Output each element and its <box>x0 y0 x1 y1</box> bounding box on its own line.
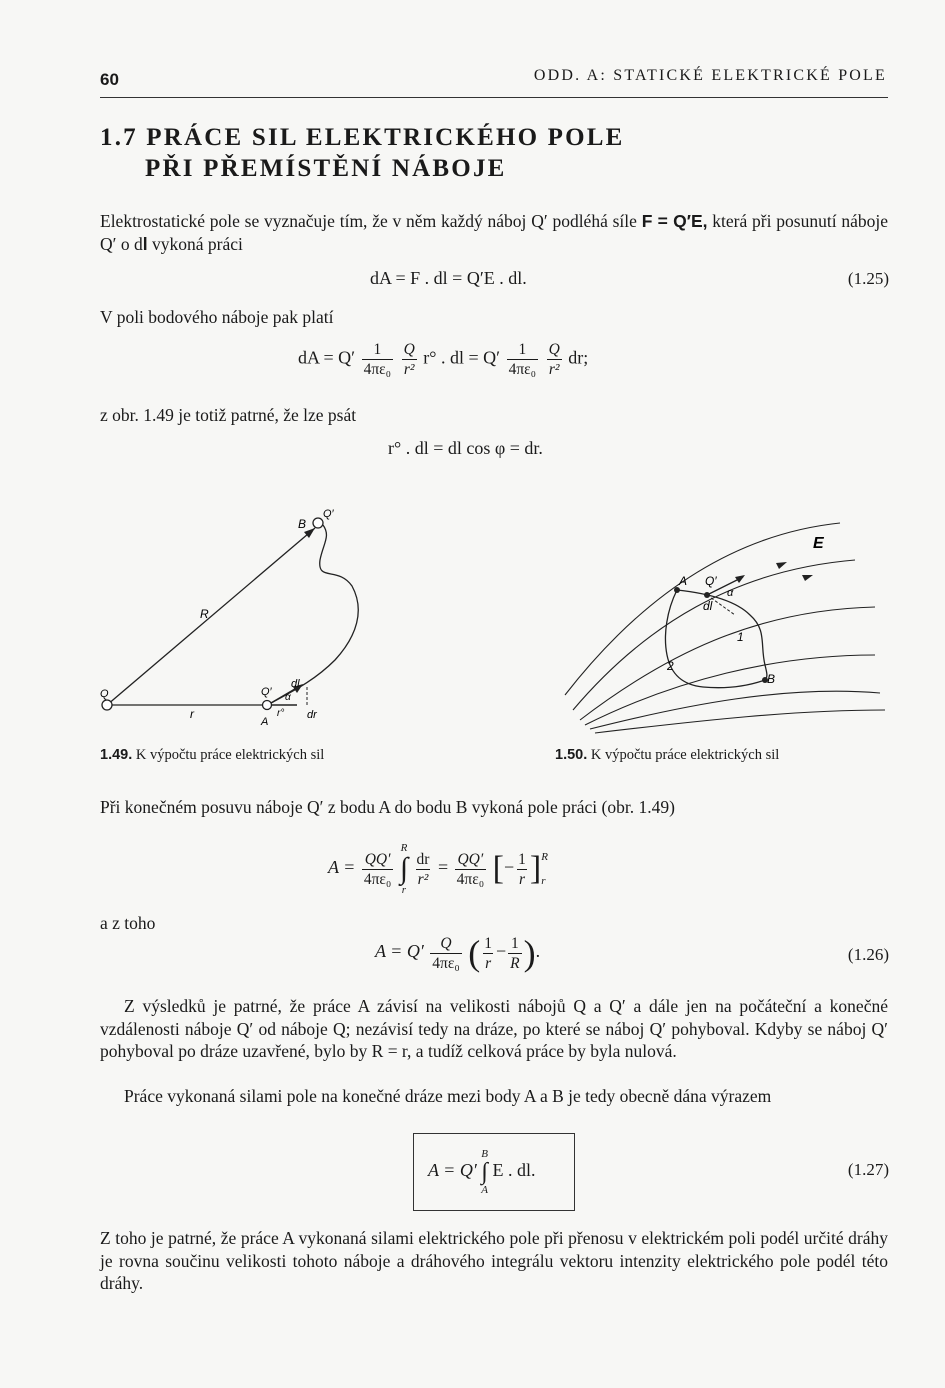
paragraph-2: V poli bodového náboje pak platí <box>100 307 334 327</box>
eqp-frac3: $\frac{1}{\text{4πε₀}}$ <box>508 341 537 378</box>
paragraph-4: Při konečném posuvu náboje Q′ z bodu A do bodu B vykoná pole práci (obr. 1.49) <box>100 797 675 817</box>
eqp-frac1: $\frac{1}{\text{4πε₀}}$ <box>363 341 392 378</box>
label-B: B <box>767 672 776 686</box>
label-dr: dr <box>307 709 317 721</box>
label-r0: r° <box>277 708 285 719</box>
charge-Q-circle <box>102 700 112 710</box>
label-r: r <box>190 707 194 721</box>
label-R: R <box>200 607 209 621</box>
charge-B-circle <box>313 518 323 528</box>
eqi-frac3: $\frac{QQ'}{\text{4πε₀}}$ <box>456 850 485 888</box>
field-line-4 <box>585 655 875 725</box>
paragraph-6: Z výsledků je patrné, že práce A závisí na velikosti nábojů Q a Q′ a dále jen na počáteční a konečné vzdálenosti náboje Q′ od náboje Q; nezávisí tedy na dráze, po které se náboj Q′ pohyboval. Kdyby se náboj Q′ pohyboval po dráze uzavřené, bylo by R = r, a tudíž celková práce by byla nulová. <box>100 996 888 1061</box>
caption-1-50: 1.50. K výpočtu práce elektrických sil <box>555 747 780 763</box>
eqp-mid: r° . dl = Q′ <box>423 347 501 368</box>
label-Q-bottom: Q′ <box>261 686 272 698</box>
p1-force: F = Q′E, <box>641 211 708 231</box>
label-dl: dl <box>703 599 713 613</box>
equation-1-27 <box>428 1148 536 1196</box>
figure-1-50 <box>555 515 890 735</box>
path-1 <box>677 590 767 680</box>
charge-A-circle <box>263 701 272 710</box>
label-E: E <box>813 535 824 552</box>
equation-point-charge <box>298 340 588 379</box>
label-2: 2 <box>667 659 674 673</box>
paragraph-3: z obr. 1.49 je totiž patrné, že lze psát <box>100 405 357 425</box>
eq126-left: A = Q′ <box>375 941 424 962</box>
label-alpha: α <box>727 587 734 599</box>
E-vector-arrowhead <box>735 575 745 583</box>
eq127-integral: B ∫ A <box>481 1148 488 1196</box>
label-alpha: α <box>285 692 291 703</box>
eqp-left: dA = Q′ <box>298 347 356 368</box>
eqp-end: dr; <box>568 347 589 368</box>
eqi-equals: = <box>437 857 449 878</box>
equation-integral: A = $\frac{QQ'}{\text{4πε₀}}$ R ∫ r $\frac{dr}{\text{r²}}$ = $\frac{QQ'}{\text{4πε₀}}$ [− $\frac{1}{r}$ ] R r <box>328 842 548 896</box>
header-rule <box>100 97 888 98</box>
eq126-frac1: $\frac{Q}{\text{4πε₀}}$ <box>432 934 460 972</box>
point-Q <box>704 592 710 598</box>
figure-1-49 <box>95 500 395 735</box>
field-line-5 <box>590 691 880 729</box>
paragraph-7: Práce vykonaná silami pole na konečné dráze mezi body A a B je tedy obecně dána výrazem <box>124 1086 772 1106</box>
eqi-integral: R ∫ r <box>399 842 409 896</box>
section-title-line1: 1.7 PRÁCE SIL ELEKTRICKÉHO POLE <box>100 124 625 151</box>
label-Q: Q′ <box>705 574 717 588</box>
caption-1-49: 1.49. K výpočtu práce elektrických sil <box>100 747 325 763</box>
eq127-integrand: E . dl. <box>492 1160 536 1181</box>
p1-dl: l <box>142 233 148 254</box>
section-title-line2: PŘI PŘEMÍSTĚNÍ NÁBOJE <box>145 155 507 182</box>
eqp-frac4: $\frac{Q}{\text{r²}}$ <box>548 341 560 378</box>
path-curve <box>271 525 358 703</box>
equation-1-26: A = Q′ $\frac{Q}{\text{4πε₀}}$ ( $\frac{1}{r}$ − $\frac{1}{R}$ ). <box>375 933 541 973</box>
label-dl: dl <box>291 678 300 690</box>
paragraph-1 <box>100 210 888 255</box>
paragraph-8: Z toho je patrné, že práce A vykonaná silami elektrického pole při přenosu v elektrickém poli podél určité dráhy je rovna součinu velikosti tohoto náboje a dráhového integrálu vektoru intenzity elektrického pole podél této dráhy. <box>100 1228 888 1293</box>
field-arrow-1 <box>776 562 787 569</box>
page-number: 60 <box>100 70 119 89</box>
eq126-frac3: $\frac{1}{R}$ <box>510 934 520 972</box>
eqi-A: A = <box>328 857 356 878</box>
p1-text-b: která při posunutí náboje Q′ o d <box>100 211 888 254</box>
eqi-frac1: $\frac{QQ'}{\text{4πε₀}}$ <box>363 850 392 888</box>
equation-rdot: r° . dl = dl cos φ = dr. <box>388 438 543 458</box>
equation-number-1-27: (1.27) <box>847 1160 889 1179</box>
paragraph-5: a z toho <box>100 913 156 933</box>
label-Q: Q <box>100 688 109 700</box>
vector-R-line <box>107 528 315 705</box>
path-2 <box>665 590 765 688</box>
equation-number-1-26: (1.26) <box>847 945 889 964</box>
field-line-6 <box>595 710 885 733</box>
eqp-frac2: $\frac{Q}{\text{r²}}$ <box>403 341 415 378</box>
p1-text-a: Elektrostatické pole se vyznačuje tím, že v něm každý náboj Q′ podléhá síle <box>100 211 642 231</box>
running-title: ODD. A: STATICKÉ ELEKTRICKÉ POLE <box>533 67 887 84</box>
p1-text-c: vykoná práci <box>147 233 243 254</box>
label-A: A <box>679 574 688 588</box>
eqi-frac2: $\frac{dr}{\text{r²}}$ <box>416 850 430 888</box>
label-Q-top: Q′ <box>323 508 334 520</box>
eq127-left: A = Q′ <box>428 1160 477 1181</box>
label-B: B <box>298 517 307 531</box>
eq126-frac2: $\frac{1}{r}$ <box>484 934 493 972</box>
equation-1-25: dA = F . dl = Q′E . dl. <box>370 268 527 288</box>
field-arrow-2 <box>802 575 813 581</box>
label-1: 1 <box>737 630 744 644</box>
field-line-3 <box>580 607 875 720</box>
eqi-frac4: $\frac{1}{r}$ <box>518 850 526 888</box>
equation-number-1-25: (1.25) <box>847 269 889 288</box>
section-title <box>100 122 625 184</box>
label-A: A <box>261 716 269 728</box>
